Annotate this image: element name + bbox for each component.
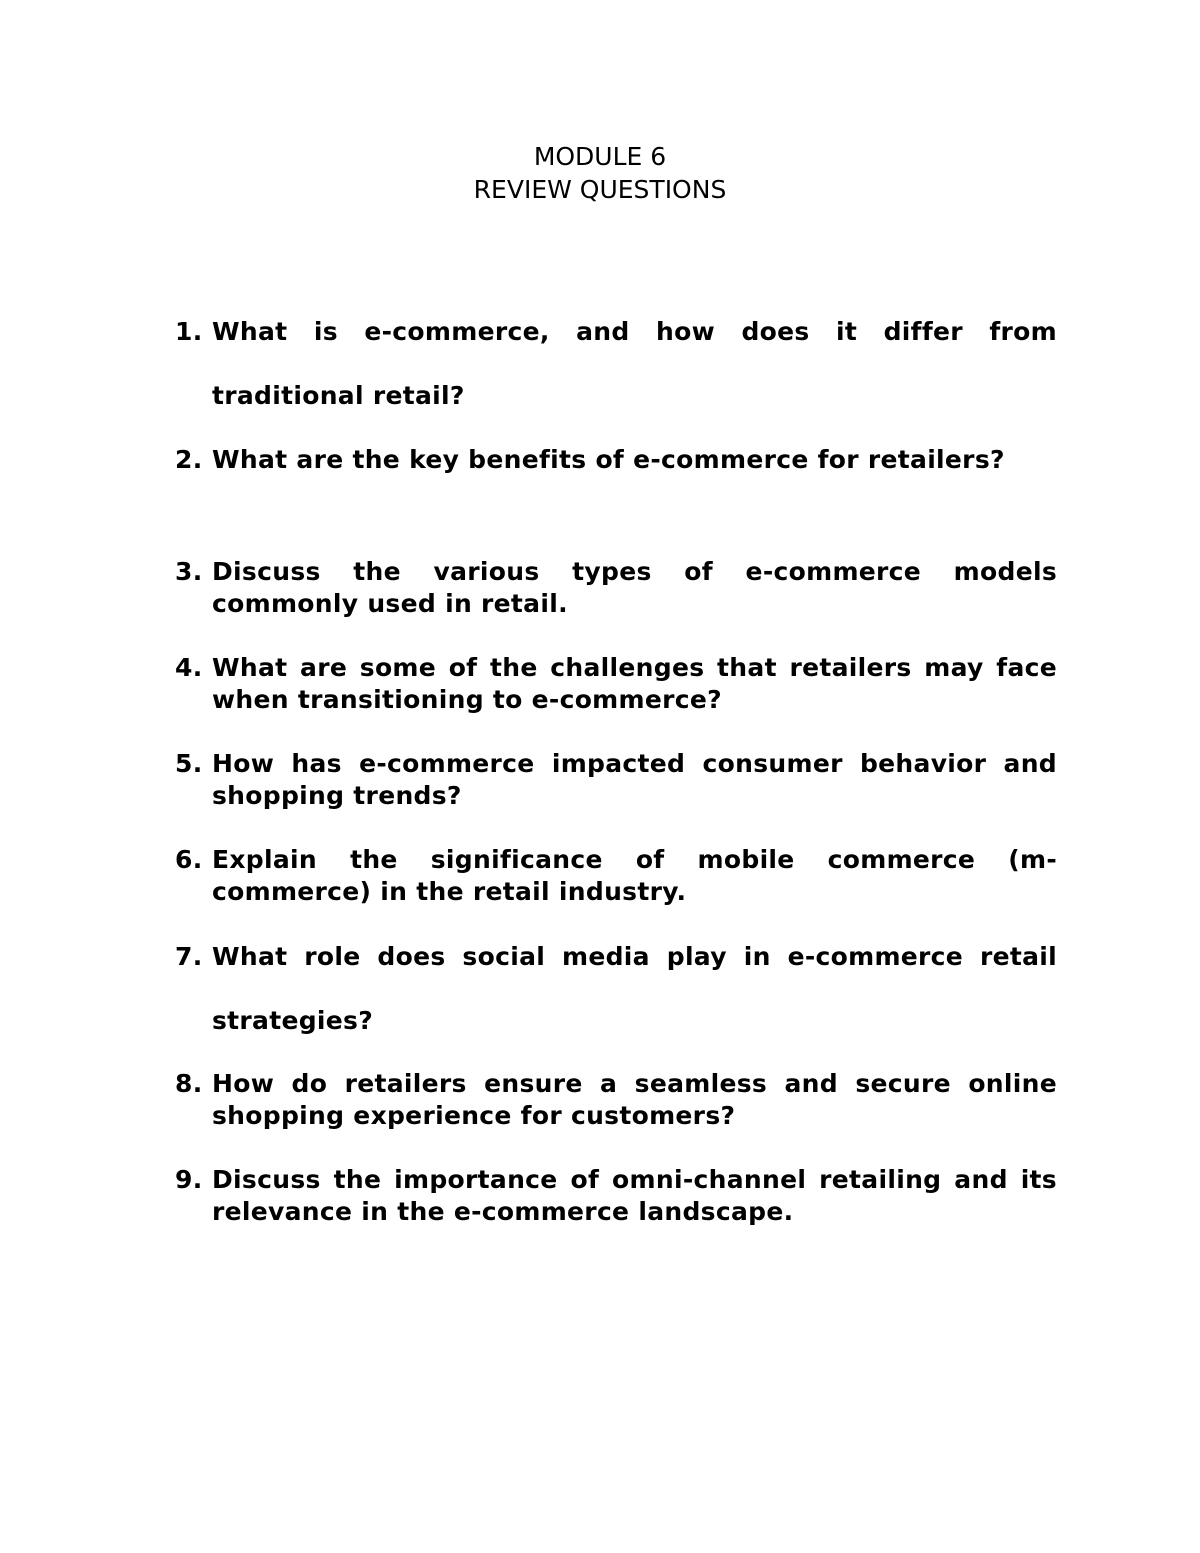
question-item <box>175 652 1057 716</box>
question-item <box>175 925 1057 1053</box>
question-number: 1. <box>175 317 203 346</box>
question-text: How has e-commerce impacted consumer behavior and shopping trends? <box>212 749 1057 810</box>
question-number: 4. <box>175 653 203 682</box>
question-number: 3. <box>175 557 203 586</box>
question-number: 7. <box>175 942 203 971</box>
question-number: 5. <box>175 749 203 778</box>
question-item <box>175 1164 1057 1228</box>
question-number: 6. <box>175 845 203 874</box>
question-number: 2. <box>175 445 203 474</box>
question-item <box>175 428 1057 492</box>
question-text: Explain the significance of mobile commerce (m-commerce) in the retail industry. <box>212 845 1057 906</box>
question-text: Discuss the various types of e-commerce models commonly used in retail. <box>212 557 1057 618</box>
question-item <box>175 556 1057 620</box>
question-item <box>175 300 1057 428</box>
question-text: Discuss the importance of omni-channel retailing and its relevance in the e-commerce landscape. <box>212 1165 1057 1226</box>
question-number: 8. <box>175 1069 203 1098</box>
question-text: How do retailers ensure a seamless and secure online shopping experience for customers? <box>212 1069 1057 1130</box>
question-item <box>175 844 1057 908</box>
question-text: What role does social media play in e-commerce retail strategies? <box>212 942 1057 1035</box>
question-number: 9. <box>175 1165 203 1194</box>
module-title: MODULE 6 <box>533 142 667 171</box>
question-text: What is e-commerce, and how does it differ from traditional retail? <box>212 317 1057 410</box>
question-item <box>175 1068 1057 1132</box>
question-item <box>175 748 1057 812</box>
page-title: REVIEW QUESTIONS <box>473 175 727 204</box>
question-text: What are some of the challenges that retailers may face when transitioning to e-commerce? <box>212 653 1057 714</box>
question-text: What are the key benefits of e-commerce for retailers? <box>212 445 1005 474</box>
